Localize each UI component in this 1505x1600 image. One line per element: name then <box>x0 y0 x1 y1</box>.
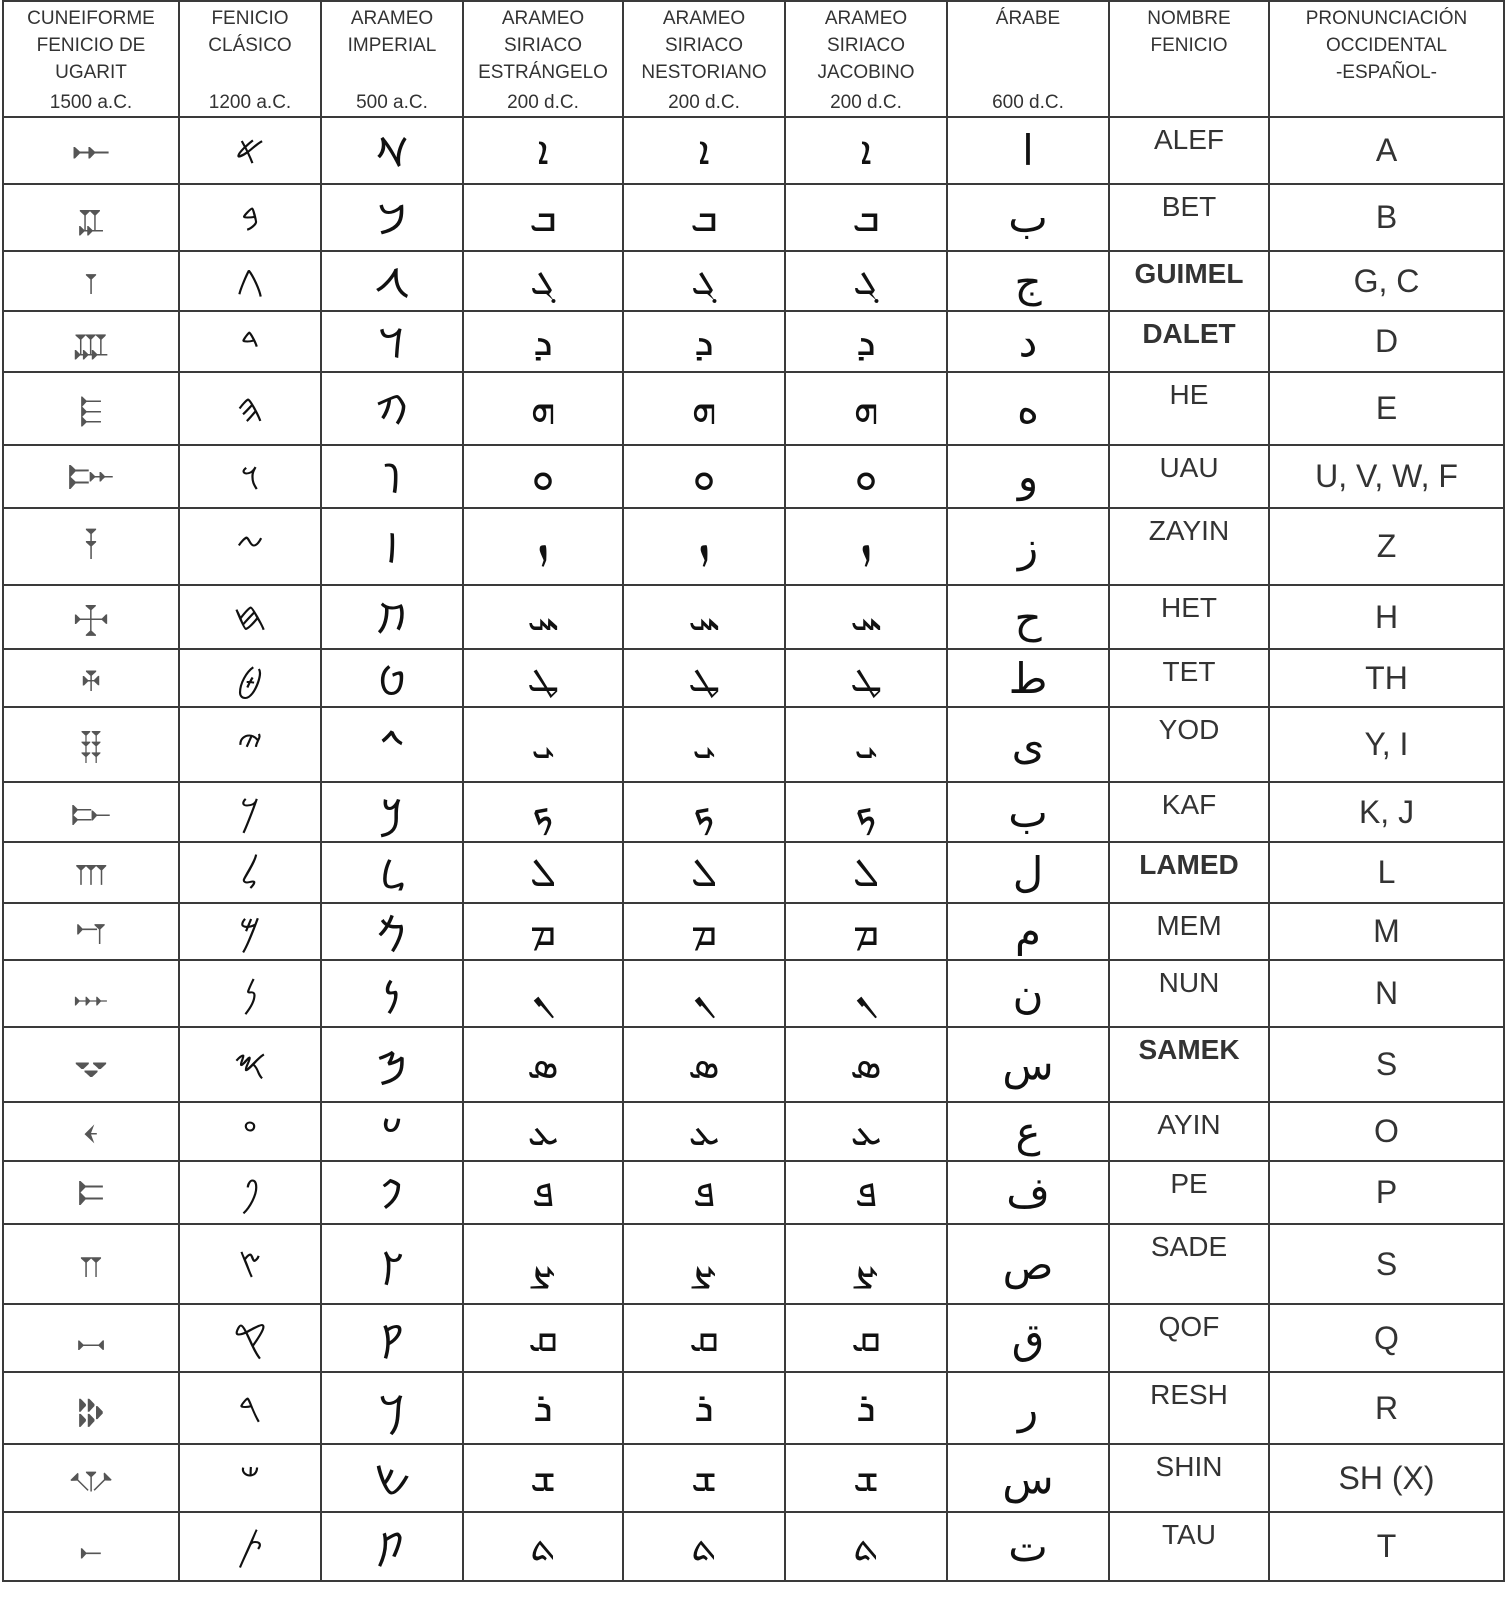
pronunciation: N <box>1269 960 1504 1027</box>
phoenician-glyph: 𐤒 <box>179 1304 321 1372</box>
cuneiform-glyph: 𐎈 <box>3 585 179 649</box>
phoenician-glyph: 𐤃 <box>179 311 321 372</box>
header-pronunciation <box>1269 1 1504 117</box>
header-jacobite <box>785 1 947 117</box>
nestorian-glyph: ܙ <box>623 508 785 585</box>
header-label: FENICIO CLÁSICO <box>208 8 292 56</box>
estrangelo-glyph: ܚ <box>463 585 623 649</box>
table-row <box>3 842 1504 903</box>
imperial-aramaic-glyph: 𐡑 <box>321 1224 463 1304</box>
table-row <box>3 649 1504 707</box>
estrangelo-glyph: ܥ <box>463 1102 623 1161</box>
phoenician-letter-name: ALEF <box>1109 117 1269 184</box>
cuneiform-glyph: 𐎚 <box>3 1512 179 1581</box>
arabic-glyph: م <box>947 903 1109 960</box>
pronunciation: Q <box>1269 1304 1504 1372</box>
nestorian-glyph: ܡ <box>623 903 785 960</box>
imperial-aramaic-glyph: 𐡒 <box>321 1304 463 1372</box>
cuneiform-glyph: 𐎄 <box>3 311 179 372</box>
cuneiform-glyph: 𐎉 <box>3 649 179 707</box>
jacobite-glyph: ܗ <box>785 372 947 445</box>
phoenician-letter-name: TAU <box>1109 1512 1269 1581</box>
estrangelo-glyph: ܬ <box>463 1512 623 1581</box>
arabic-glyph: ب <box>947 782 1109 842</box>
cuneiform-glyph: 𐎖 <box>3 1304 179 1372</box>
jacobite-glyph: ܓ <box>785 251 947 311</box>
header-date: 600 d.C. <box>992 92 1064 113</box>
cuneiform-glyph: 𐎔 <box>3 1161 179 1224</box>
nestorian-glyph: ܥ <box>623 1102 785 1161</box>
cuneiform-glyph: 𐎋 <box>3 782 179 842</box>
pronunciation: R <box>1269 1372 1504 1444</box>
table-row <box>3 1102 1504 1161</box>
imperial-aramaic-glyph: 𐡇 <box>321 585 463 649</box>
header-cuneiform <box>3 1 179 117</box>
cuneiform-glyph: 𐎇 <box>3 508 179 585</box>
header-nestorian <box>623 1 785 117</box>
imperial-aramaic-glyph: 𐡂 <box>321 251 463 311</box>
imperial-aramaic-glyph: 𐡍 <box>321 960 463 1027</box>
imperial-aramaic-glyph: 𐡃 <box>321 311 463 372</box>
header-phoenician-name <box>1109 1 1269 117</box>
pronunciation: D <box>1269 311 1504 372</box>
header-label: NOMBRE FENICIO <box>1147 8 1231 56</box>
phoenician-glyph: 𐤇 <box>179 585 321 649</box>
phoenician-letter-name: TET <box>1109 649 1269 707</box>
table-row <box>3 311 1504 372</box>
estrangelo-glyph: ܪ <box>463 1372 623 1444</box>
header-label: ARAMEO IMPERIAL <box>347 8 437 56</box>
phoenician-glyph: 𐤊 <box>179 782 321 842</box>
estrangelo-glyph: ܣ <box>463 1027 623 1102</box>
imperial-aramaic-glyph: 𐡓 <box>321 1372 463 1444</box>
cuneiform-glyph: 𐎗 <box>3 1372 179 1444</box>
estrangelo-glyph: ܐ <box>463 117 623 184</box>
header-row <box>3 1 1504 117</box>
phoenician-glyph: 𐤑 <box>179 1224 321 1304</box>
pronunciation: P <box>1269 1161 1504 1224</box>
estrangelo-glyph: ܗ <box>463 372 623 445</box>
table-row <box>3 1512 1504 1581</box>
header-label: ARAMEO SIRIACO ESTRÁNGELO <box>478 8 608 83</box>
phoenician-letter-name: HE <box>1109 372 1269 445</box>
phoenician-glyph: 𐤄 <box>179 372 321 445</box>
header-imperial-aramaic <box>321 1 463 117</box>
estrangelo-glyph: ܝ <box>463 707 623 782</box>
phoenician-glyph: 𐤉 <box>179 707 321 782</box>
arabic-glyph: ن <box>947 960 1109 1027</box>
phoenician-glyph: 𐤍 <box>179 960 321 1027</box>
estrangelo-glyph: ܢ <box>463 960 623 1027</box>
nestorian-glyph: ܫ <box>623 1444 785 1512</box>
phoenician-letter-name: NUN <box>1109 960 1269 1027</box>
pronunciation: K, J <box>1269 782 1504 842</box>
pronunciation: B <box>1269 184 1504 251</box>
jacobite-glyph: ܬ <box>785 1512 947 1581</box>
nestorian-glyph: ܐ <box>623 117 785 184</box>
phoenician-letter-name: DALET <box>1109 311 1269 372</box>
pronunciation: M <box>1269 903 1504 960</box>
imperial-aramaic-glyph: 𐡐 <box>321 1161 463 1224</box>
jacobite-glyph: ܕ <box>785 311 947 372</box>
arabic-glyph: ت <box>947 1512 1109 1581</box>
phoenician-letter-name: YOD <box>1109 707 1269 782</box>
nestorian-glyph: ܒ <box>623 184 785 251</box>
table-row <box>3 117 1504 184</box>
imperial-aramaic-glyph: 𐡈 <box>321 649 463 707</box>
jacobite-glyph: ܚ <box>785 585 947 649</box>
jacobite-glyph: ܝ <box>785 707 947 782</box>
imperial-aramaic-glyph: 𐡆 <box>321 508 463 585</box>
phoenician-letter-name: GUIMEL <box>1109 251 1269 311</box>
phoenician-glyph: 𐤎 <box>179 1027 321 1102</box>
arabic-glyph: ج <box>947 251 1109 311</box>
table-row <box>3 903 1504 960</box>
phoenician-glyph: 𐤔 <box>179 1444 321 1512</box>
header-date: 500 a.C. <box>356 92 428 113</box>
phoenician-glyph: 𐤓 <box>179 1372 321 1444</box>
estrangelo-glyph: ܟ <box>463 782 623 842</box>
pronunciation: T <box>1269 1512 1504 1581</box>
pronunciation: O <box>1269 1102 1504 1161</box>
phoenician-letter-name: RESH <box>1109 1372 1269 1444</box>
imperial-aramaic-glyph: 𐡎 <box>321 1027 463 1102</box>
pronunciation: U, V, W, F <box>1269 445 1504 508</box>
jacobite-glyph: ܩ <box>785 1304 947 1372</box>
phoenician-glyph: 𐤆 <box>179 508 321 585</box>
header-date: 200 d.C. <box>668 92 740 113</box>
imperial-aramaic-glyph: 𐡊 <box>321 782 463 842</box>
phoenician-glyph: 𐤁 <box>179 184 321 251</box>
table-row <box>3 1304 1504 1372</box>
cuneiform-glyph: 𐎐 <box>3 960 179 1027</box>
nestorian-glyph: ܗ <box>623 372 785 445</box>
estrangelo-glyph: ܘ <box>463 445 623 508</box>
phoenician-letter-name: SHIN <box>1109 1444 1269 1512</box>
header-label: ARAMEO SIRIACO NESTORIANO <box>641 8 767 83</box>
estrangelo-glyph: ܦ <box>463 1161 623 1224</box>
pronunciation: TH <box>1269 649 1504 707</box>
estrangelo-glyph: ܨ <box>463 1224 623 1304</box>
arabic-glyph: ق <box>947 1304 1109 1372</box>
imperial-aramaic-glyph: 𐡋 <box>321 842 463 903</box>
estrangelo-glyph: ܩ <box>463 1304 623 1372</box>
table-row <box>3 585 1504 649</box>
pronunciation: H <box>1269 585 1504 649</box>
arabic-glyph: ز <box>947 508 1109 585</box>
nestorian-glyph: ܨ <box>623 1224 785 1304</box>
jacobite-glyph: ܘ <box>785 445 947 508</box>
phoenician-glyph: 𐤐 <box>179 1161 321 1224</box>
arabic-glyph: س <box>947 1027 1109 1102</box>
nestorian-glyph: ܣ <box>623 1027 785 1102</box>
arabic-glyph: ص <box>947 1224 1109 1304</box>
cuneiform-glyph: 𐎎 <box>3 903 179 960</box>
table-body <box>3 117 1504 1581</box>
arabic-glyph: د <box>947 311 1109 372</box>
phoenician-glyph: 𐤅 <box>179 445 321 508</box>
pronunciation: Y, I <box>1269 707 1504 782</box>
nestorian-glyph: ܩ <box>623 1304 785 1372</box>
nestorian-glyph: ܬ <box>623 1512 785 1581</box>
arabic-glyph: ا <box>947 117 1109 184</box>
jacobite-glyph: ܦ <box>785 1161 947 1224</box>
header-date: 1200 a.C. <box>208 92 292 113</box>
jacobite-glyph: ܣ <box>785 1027 947 1102</box>
estrangelo-glyph: ܡ <box>463 903 623 960</box>
cuneiform-glyph: 𐎀 <box>3 117 179 184</box>
table-row <box>3 782 1504 842</box>
phoenician-letter-name: PE <box>1109 1161 1269 1224</box>
jacobite-glyph: ܛ <box>785 649 947 707</box>
nestorian-glyph: ܛ <box>623 649 785 707</box>
pronunciation: G, C <box>1269 251 1504 311</box>
estrangelo-glyph: ܠ <box>463 842 623 903</box>
table-row <box>3 372 1504 445</box>
phoenician-letter-name: BET <box>1109 184 1269 251</box>
imperial-aramaic-glyph: 𐡉 <box>321 707 463 782</box>
imperial-aramaic-glyph: 𐡁 <box>321 184 463 251</box>
estrangelo-glyph: ܓ <box>463 251 623 311</box>
phoenician-letter-name: UAU <box>1109 445 1269 508</box>
jacobite-glyph: ܟ <box>785 782 947 842</box>
phoenician-letter-name: HET <box>1109 585 1269 649</box>
arabic-glyph: ى <box>947 707 1109 782</box>
phoenician-glyph: 𐤏 <box>179 1102 321 1161</box>
table-row <box>3 1027 1504 1102</box>
header-label: ARAMEO SIRIACO JACOBINO <box>817 8 915 83</box>
phoenician-glyph: 𐤀 <box>179 117 321 184</box>
header-label: ÁRABE <box>995 8 1061 29</box>
arabic-glyph: ب <box>947 184 1109 251</box>
table-row <box>3 1161 1504 1224</box>
nestorian-glyph: ܚ <box>623 585 785 649</box>
imperial-aramaic-glyph: 𐡌 <box>321 903 463 960</box>
jacobite-glyph: ܫ <box>785 1444 947 1512</box>
pronunciation: Z <box>1269 508 1504 585</box>
nestorian-glyph: ܟ <box>623 782 785 842</box>
imperial-aramaic-glyph: 𐡄 <box>321 372 463 445</box>
arabic-glyph: ر <box>947 1372 1109 1444</box>
pronunciation: SH (X) <box>1269 1444 1504 1512</box>
arabic-glyph: و <box>947 445 1109 508</box>
phoenician-letter-name: SADE <box>1109 1224 1269 1304</box>
arabic-glyph: ط <box>947 649 1109 707</box>
header-phoenician <box>179 1 321 117</box>
arabic-glyph: ه <box>947 372 1109 445</box>
jacobite-glyph: ܪ <box>785 1372 947 1444</box>
estrangelo-glyph: ܙ <box>463 508 623 585</box>
cuneiform-glyph: 𐎅 <box>3 372 179 445</box>
jacobite-glyph: ܥ <box>785 1102 947 1161</box>
nestorian-glyph: ܕ <box>623 311 785 372</box>
header-label: CUNEIFORME FENICIO DE UGARIT <box>27 8 155 83</box>
pronunciation: A <box>1269 117 1504 184</box>
phoenician-letter-name: LAMED <box>1109 842 1269 903</box>
header-date: 200 d.C. <box>507 92 579 113</box>
jacobite-glyph: ܢ <box>785 960 947 1027</box>
phoenician-glyph: 𐤈 <box>179 649 321 707</box>
phoenician-letter-name: SAMEK <box>1109 1027 1269 1102</box>
jacobite-glyph: ܙ <box>785 508 947 585</box>
cuneiform-glyph: 𐎂 <box>3 251 179 311</box>
cuneiform-glyph: 𐎕 <box>3 1224 179 1304</box>
jacobite-glyph: ܐ <box>785 117 947 184</box>
table-row <box>3 251 1504 311</box>
pronunciation: S <box>1269 1224 1504 1304</box>
nestorian-glyph: ܢ <box>623 960 785 1027</box>
cuneiform-glyph: 𐎊 <box>3 707 179 782</box>
imperial-aramaic-glyph: 𐡔 <box>321 1444 463 1512</box>
imperial-aramaic-glyph: 𐡅 <box>321 445 463 508</box>
estrangelo-glyph: ܒ <box>463 184 623 251</box>
pronunciation: E <box>1269 372 1504 445</box>
header-estrangelo <box>463 1 623 117</box>
imperial-aramaic-glyph: 𐡕 <box>321 1512 463 1581</box>
jacobite-glyph: ܠ <box>785 842 947 903</box>
table-row <box>3 1224 1504 1304</box>
estrangelo-glyph: ܫ <box>463 1444 623 1512</box>
arabic-glyph: ف <box>947 1161 1109 1224</box>
arabic-glyph: ح <box>947 585 1109 649</box>
table-row <box>3 1444 1504 1512</box>
pronunciation: S <box>1269 1027 1504 1102</box>
nestorian-glyph: ܓ <box>623 251 785 311</box>
table-row <box>3 445 1504 508</box>
phoenician-glyph: 𐤋 <box>179 842 321 903</box>
nestorian-glyph: ܠ <box>623 842 785 903</box>
phoenician-letter-name: AYIN <box>1109 1102 1269 1161</box>
alphabet-table <box>2 0 1505 1582</box>
imperial-aramaic-glyph: 𐡀 <box>321 117 463 184</box>
jacobite-glyph: ܨ <box>785 1224 947 1304</box>
header-label: PRONUNCIACIÓN OCCIDENTAL -ESPAÑOL- <box>1305 8 1468 83</box>
phoenician-letter-name: KAF <box>1109 782 1269 842</box>
nestorian-glyph: ܪ <box>623 1372 785 1444</box>
cuneiform-glyph: 𐎍 <box>3 842 179 903</box>
table-row <box>3 960 1504 1027</box>
header-date: 200 d.C. <box>830 92 902 113</box>
phoenician-glyph: 𐤕 <box>179 1512 321 1581</box>
cuneiform-glyph: 𐎁 <box>3 184 179 251</box>
cuneiform-glyph: 𐎆 <box>3 445 179 508</box>
pronunciation: L <box>1269 842 1504 903</box>
phoenician-glyph: 𐤌 <box>179 903 321 960</box>
nestorian-glyph: ܘ <box>623 445 785 508</box>
estrangelo-glyph: ܛ <box>463 649 623 707</box>
cuneiform-glyph: 𐎒 <box>3 1027 179 1102</box>
table-row <box>3 707 1504 782</box>
arabic-glyph: س <box>947 1444 1109 1512</box>
table-row <box>3 1372 1504 1444</box>
phoenician-letter-name: MEM <box>1109 903 1269 960</box>
phoenician-letter-name: ZAYIN <box>1109 508 1269 585</box>
jacobite-glyph: ܡ <box>785 903 947 960</box>
table-row <box>3 508 1504 585</box>
phoenician-glyph: 𐤂 <box>179 251 321 311</box>
table-row <box>3 184 1504 251</box>
header-date: 1500 a.C. <box>49 92 133 113</box>
arabic-glyph: ع <box>947 1102 1109 1161</box>
nestorian-glyph: ܦ <box>623 1161 785 1224</box>
estrangelo-glyph: ܕ <box>463 311 623 372</box>
imperial-aramaic-glyph: 𐡏 <box>321 1102 463 1161</box>
cuneiform-glyph: 𐎓 <box>3 1102 179 1161</box>
nestorian-glyph: ܝ <box>623 707 785 782</box>
jacobite-glyph: ܒ <box>785 184 947 251</box>
arabic-glyph: ل <box>947 842 1109 903</box>
cuneiform-glyph: 𐎌 <box>3 1444 179 1512</box>
header-arabic <box>947 1 1109 117</box>
phoenician-letter-name: QOF <box>1109 1304 1269 1372</box>
